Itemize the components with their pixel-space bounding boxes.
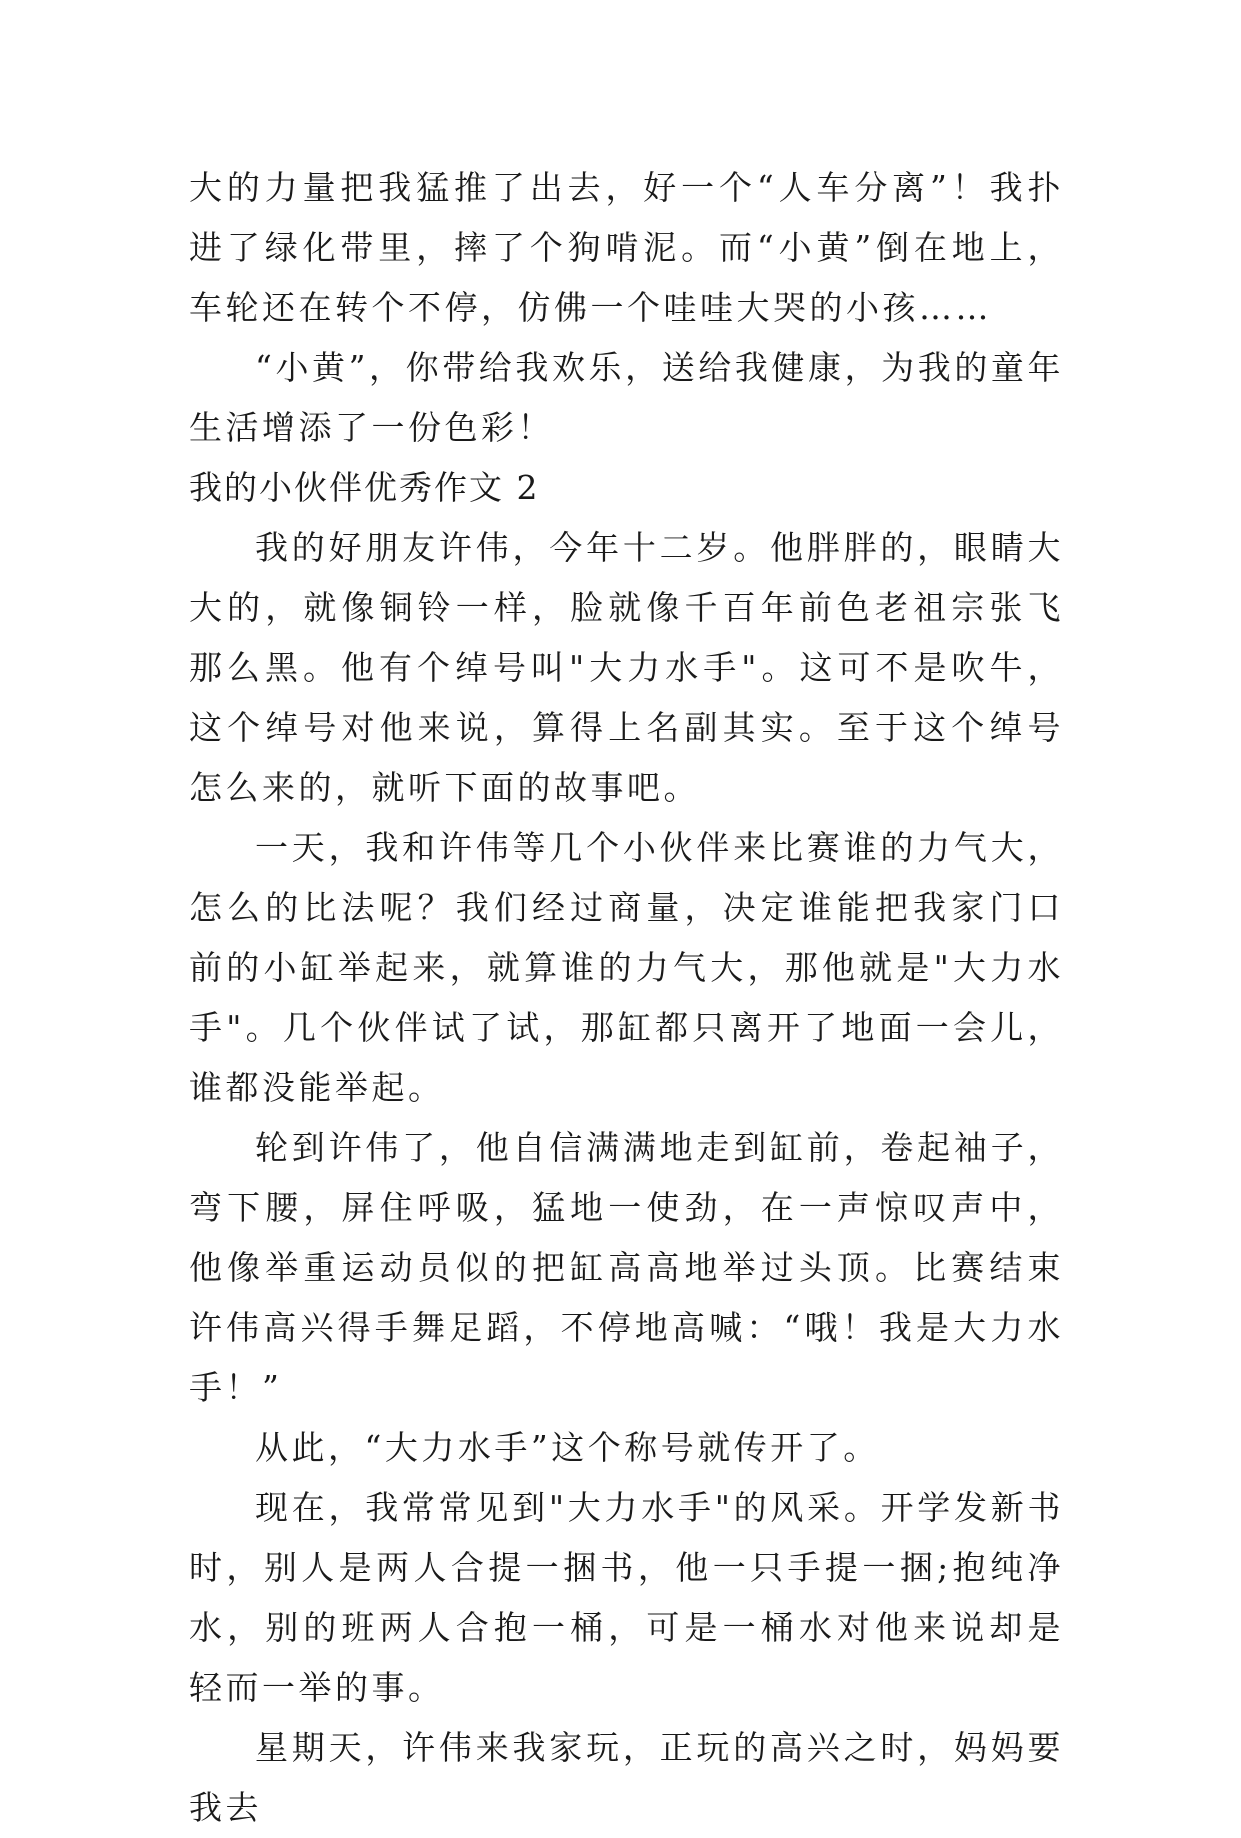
- paragraph: 从此，“大力水手”这个称号就传开了。: [255, 1428, 880, 1467]
- paragraph: 一天，我和许伟等几个小伙伴来比赛谁的力气大，怎么的比法呢？我们经过商量，决定谁能把我家门口前的小缸举起来，就算谁的力气大，那他就是"大力水手"。几个伙伴试了试，那缸都只离开了地面一会儿，谁都没能举起。: [189, 828, 1064, 1107]
- paragraph: “小黄”，你带给我欢乐，送给我健康，为我的童年生活增添了一份色彩！: [189, 348, 1064, 447]
- paragraph: 我的好朋友许伟，今年十二岁。他胖胖的，眼睛大大的，就像铜铃一样，脸就像千百年前色老祖宗张飞那么黑。他有个绰号叫"大力水手"。这可不是吹牛，这个绰号对他来说，算得上名副其实。至于这个绰号怎么来的，就听下面的故事吧。: [189, 528, 1064, 807]
- paragraph-continuation: 大的力量把我猛推了出去，好一个“人车分离”！我扑进了绿化带里，摔了个狗啃泥。而“小黄”倒在地上，车轮还在转个不停，仿佛一个哇哇大哭的小孩……: [189, 168, 1064, 327]
- paragraph: 星期天，许伟来我家玩，正玩的高兴之时，妈妈要我去: [189, 1728, 1064, 1827]
- document-body: [189, 158, 1064, 1838]
- paragraph: 轮到许伟了，他自信满满地走到缸前，卷起袖子，弯下腰，屏住呼吸，猛地一使劲，在一声惊叹声中，他像举重运动员似的把缸高高地举过头顶。比赛结束许伟高兴得手舞足蹈，不停地高喊：“哦！我是大力水手！”: [189, 1128, 1064, 1407]
- paragraph: 现在，我常常见到"大力水手"的风采。开学发新书时，别人是两人合提一捆书，他一只手提一捆;抱纯净水，别的班两人合抱一桶，可是一桶水对他来说却是轻而一举的事。: [189, 1488, 1064, 1707]
- essay-heading: 我的小伙伴优秀作文 2: [189, 468, 540, 507]
